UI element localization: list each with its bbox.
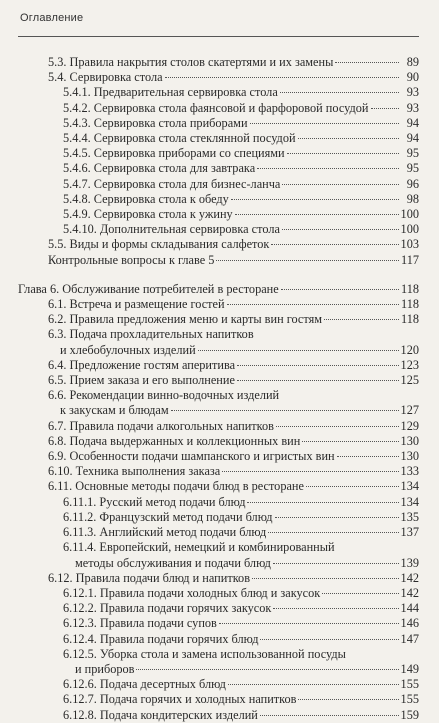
toc-entry[interactable] <box>18 647 419 677</box>
toc-page-number: 130 <box>400 433 419 448</box>
toc-entry-title: 5.5. Виды и формы складывания салфеток <box>48 237 270 252</box>
toc-entry[interactable] <box>18 388 419 418</box>
toc-page-number: 103 <box>400 237 419 252</box>
toc-entry-title: 6.12.6. Подача десертных блюд <box>63 677 226 692</box>
toc-entry-title: 6.12.3. Правила подачи супов <box>63 616 217 631</box>
toc-entry[interactable] <box>18 312 419 327</box>
toc-entry[interactable] <box>18 495 419 510</box>
toc-page-number: 146 <box>400 616 419 631</box>
toc-page-number: 155 <box>400 677 419 692</box>
toc-page-number: 133 <box>400 464 419 479</box>
toc-entry[interactable] <box>18 55 419 70</box>
toc-page-number: 144 <box>400 601 419 616</box>
toc-entry-title: 5.4.7. Сервировка стола для бизнес-ланча <box>63 176 281 191</box>
toc-entry[interactable] <box>18 540 419 570</box>
dot-leader <box>281 289 399 290</box>
toc-page-number: 90 <box>406 70 419 85</box>
toc-entry-title: 5.4. Сервировка стола <box>48 70 163 85</box>
toc-page-number: 118 <box>401 312 419 327</box>
toc-page-number: 139 <box>400 555 419 570</box>
dot-leader <box>282 229 399 230</box>
toc-entry-title: 6.6. Рекомендации винно-водочных изделий <box>48 388 280 403</box>
dot-leader <box>335 62 399 63</box>
toc-page-number: 94 <box>406 131 419 146</box>
toc-entry[interactable] <box>18 677 419 692</box>
toc-entry[interactable] <box>18 237 419 252</box>
toc-page-number: 130 <box>400 449 419 464</box>
toc-page-number: 149 <box>400 661 419 676</box>
toc-entry[interactable] <box>18 161 419 176</box>
toc-entry-title: 6.1. Встреча и размещение гостей <box>48 297 225 312</box>
toc-entry[interactable] <box>18 85 419 100</box>
toc-page-number: 123 <box>400 357 419 372</box>
toc-entry[interactable] <box>18 146 419 161</box>
toc-page-number: 118 <box>401 281 419 296</box>
dot-leader <box>273 608 398 609</box>
toc-entry[interactable] <box>18 571 419 586</box>
toc-entry[interactable] <box>18 586 419 601</box>
toc-entry-title: 6.9. Особенности подачи шампанского и игристых вин <box>48 449 335 464</box>
toc-entry-title: 6.12.4. Правила подачи горячих блюд <box>63 631 259 646</box>
header-rule <box>18 36 419 37</box>
toc-page-number: 137 <box>400 525 419 540</box>
dot-leader <box>260 639 398 640</box>
toc-entry-title: 5.4.4. Сервировка стола стеклянной посудой <box>63 131 296 146</box>
dot-leader <box>280 92 399 93</box>
toc-entry[interactable] <box>18 632 419 647</box>
toc-entry[interactable] <box>18 192 419 207</box>
toc-entry-title: 6.12. Правила подачи блюд и напитков <box>48 570 250 585</box>
dot-leader <box>282 184 399 185</box>
toc-page-number: 100 <box>400 222 419 237</box>
dot-leader <box>371 108 400 109</box>
dot-leader <box>257 168 399 169</box>
dot-leader <box>216 260 399 261</box>
toc-page-number: 95 <box>406 146 419 161</box>
running-head: Оглавление <box>20 12 84 24</box>
toc-page-number: 155 <box>400 692 419 707</box>
toc-page-number: 96 <box>406 176 419 191</box>
toc-page-number: 95 <box>406 161 419 176</box>
dot-leader <box>247 502 398 503</box>
dot-leader <box>298 138 399 139</box>
toc-entry-title: 6.10. Техника выполнения заказа <box>48 464 221 479</box>
toc-entry[interactable] <box>18 177 419 192</box>
toc-entry[interactable] <box>18 616 419 631</box>
dot-leader <box>324 319 399 320</box>
toc-entry-title: и хлебобулочных изделий <box>60 342 196 357</box>
dot-leader <box>198 350 399 351</box>
toc-entry[interactable] <box>18 510 419 525</box>
toc-entry-title: Контрольные вопросы к главе 5 <box>48 252 215 267</box>
dot-leader <box>271 244 398 245</box>
toc-entry[interactable] <box>18 70 419 85</box>
toc-entry-title: 6.11.4. Европейский, немецкий и комбинированный <box>63 540 335 555</box>
toc-page-number: 125 <box>400 373 419 388</box>
toc-entry[interactable] <box>18 708 419 723</box>
toc-entry-title: 6.12.7. Подача горячих и холодных напитков <box>63 692 297 707</box>
toc-entry-title: 6.12.1. Правила подачи холодных блюд и закусок <box>63 585 321 600</box>
toc-entry[interactable] <box>18 525 419 540</box>
toc-entry-title: к закускам и блюдам <box>60 403 169 418</box>
toc-page-number: 127 <box>400 403 419 418</box>
dot-leader <box>222 471 398 472</box>
toc-entry[interactable] <box>18 207 419 222</box>
toc-page-number: 129 <box>400 418 419 433</box>
toc-entry-title: 6.8. Подача выдержанных и коллекционных вин <box>48 433 301 448</box>
toc-entry[interactable] <box>18 373 419 388</box>
dot-leader <box>337 456 399 457</box>
toc-entry-title: 6.11.3. Английский метод подачи блюд <box>63 525 267 540</box>
dot-leader <box>231 199 399 200</box>
toc-entry-title: 6.4. Предложение гостям аперитива <box>48 357 236 372</box>
toc-entry[interactable] <box>18 479 419 494</box>
toc-page-number: 134 <box>400 494 419 509</box>
toc-page-number: 135 <box>400 509 419 524</box>
toc-entry[interactable] <box>18 601 419 616</box>
toc-entry-title: 6.11. Основные методы подачи блюд в ресторане <box>48 479 304 494</box>
dot-leader <box>165 77 399 78</box>
toc-page-number: 134 <box>400 479 419 494</box>
toc-page-number: 98 <box>406 191 419 206</box>
toc-entry[interactable] <box>18 419 419 434</box>
toc-entry-title: 5.4.5. Сервировка приборами со специями <box>63 146 285 161</box>
toc-entry-title: 5.4.10. Дополнительная сервировка стола <box>63 222 280 237</box>
dot-leader <box>219 623 399 624</box>
toc-page-number: 118 <box>401 297 419 312</box>
toc-entry-title: 5.4.9. Сервировка стола к ужину <box>63 207 233 222</box>
toc-entry-title: 6.11.2. Французский метод подачи блюд <box>63 509 273 524</box>
toc-entry-title: методы обслуживания и подачи блюд <box>75 555 271 570</box>
toc-entry[interactable] <box>18 449 419 464</box>
toc-entry[interactable] <box>18 327 419 357</box>
dot-leader <box>276 426 399 427</box>
toc-page-number: 93 <box>406 100 419 115</box>
dot-leader <box>227 304 399 305</box>
toc-entry[interactable] <box>18 116 419 131</box>
toc-entry[interactable] <box>18 253 419 268</box>
dot-leader <box>237 380 399 381</box>
toc-entry-title: 5.4.3. Сервировка стола приборами <box>63 115 248 130</box>
toc-page-number: 142 <box>400 585 419 600</box>
dot-leader <box>250 123 399 124</box>
toc-page-number: 120 <box>400 342 419 357</box>
dot-leader <box>273 563 399 564</box>
toc-page-number: 142 <box>400 570 419 585</box>
toc-entry[interactable] <box>18 434 419 449</box>
section-gap <box>18 268 419 282</box>
toc-entry-title: 6.3. Подача прохладительных напитков <box>48 327 254 342</box>
toc-entry[interactable] <box>18 358 419 373</box>
toc-entry[interactable] <box>18 222 419 237</box>
toc-entry-title: 6.12.2. Правила подачи горячих закусок <box>63 601 272 616</box>
toc-entry[interactable] <box>18 464 419 479</box>
dot-leader <box>268 532 398 533</box>
toc-entry-title: 5.3. Правила накрытия столов скатертями и их замены <box>48 55 334 69</box>
toc-entry-title: 5.4.1. Предварительная сервировка стола <box>63 85 278 100</box>
toc-page-number: 147 <box>400 631 419 646</box>
toc-page-number: 94 <box>406 115 419 130</box>
table-of-contents <box>18 55 419 723</box>
dot-leader <box>287 153 399 154</box>
toc-entry-title: и приборов <box>75 661 135 676</box>
dot-leader <box>322 593 398 594</box>
toc-page-number: 89 <box>406 55 419 69</box>
toc-entry-title: 6.2. Правила предложения меню и карты вин гостям <box>48 312 323 327</box>
dot-leader <box>171 410 399 411</box>
toc-entry-title: 5.4.2. Сервировка стола фаянсовой и фарфоровой посудой <box>63 100 369 115</box>
dot-leader <box>237 365 398 366</box>
toc-entry-title: 6.5. Прием заказа и его выполнение <box>48 373 235 388</box>
toc-entry-title: 6.12.5. Уборка стола и замена использованной посуды <box>63 646 346 661</box>
dot-leader <box>235 214 399 215</box>
toc-entry-title: 5.4.8. Сервировка стола к обеду <box>63 191 229 206</box>
toc-entry[interactable] <box>18 282 419 297</box>
toc-entry-title: 5.4.6. Сервировка стола для завтрака <box>63 161 256 176</box>
toc-entry-title: 6.12.8. Подача кондитерских изделий <box>63 707 258 722</box>
toc-page-number: 100 <box>400 207 419 222</box>
dot-leader <box>306 486 399 487</box>
toc-entry[interactable] <box>18 101 419 116</box>
dot-leader <box>275 517 399 518</box>
toc-page-number: 117 <box>401 252 419 267</box>
dot-leader <box>228 684 399 685</box>
toc-page-number: 159 <box>400 707 419 722</box>
toc-entry-title: 6.11.1. Русский метод подачи блюд <box>63 494 246 509</box>
toc-page-number: 93 <box>406 85 419 100</box>
toc-entry-title: 6.7. Правила подачи алкогольных напитков <box>48 418 274 433</box>
dot-leader <box>260 715 399 716</box>
toc-entry[interactable] <box>18 131 419 146</box>
dot-leader <box>302 441 398 442</box>
toc-entry-title: Глава 6. Обслуживание потребителей в ресторане <box>18 281 279 296</box>
toc-entry[interactable] <box>18 297 419 312</box>
dot-leader <box>252 578 399 579</box>
dot-leader <box>136 669 398 670</box>
